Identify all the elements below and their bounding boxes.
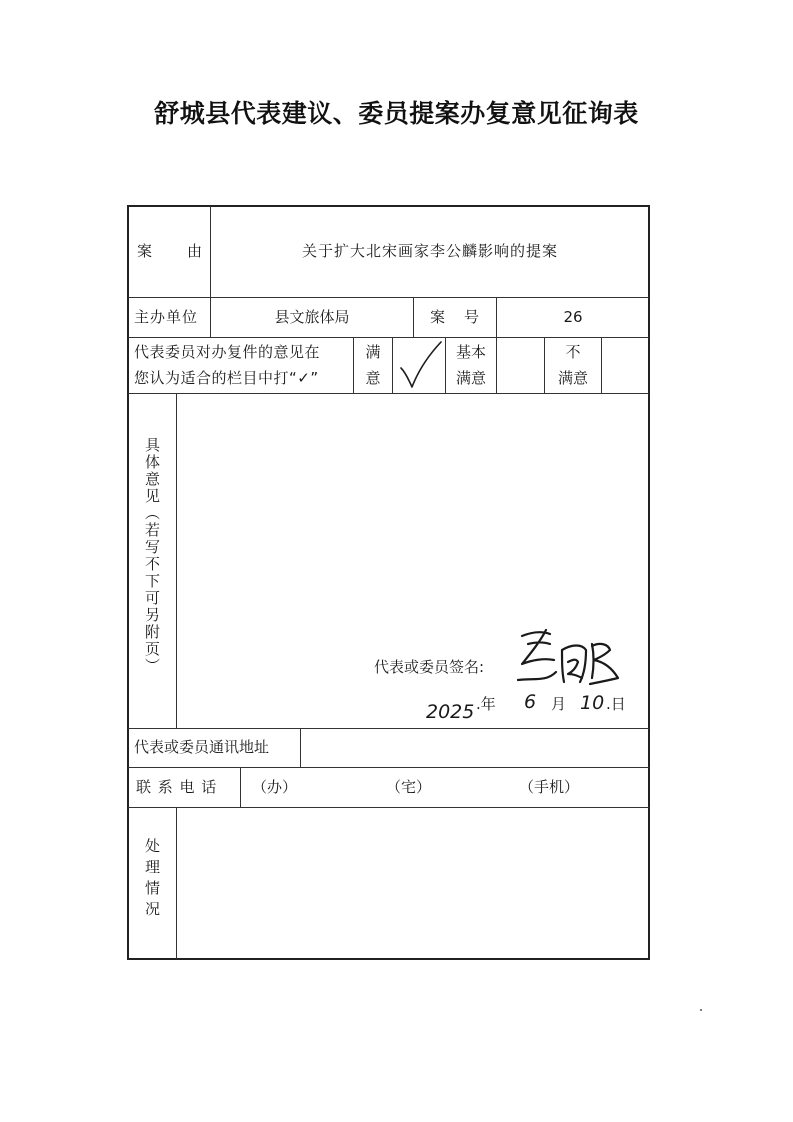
option-unsatisfied-checkbox[interactable] <box>602 338 649 393</box>
option-basic-line2: 满意 <box>455 369 486 387</box>
reason-label-b: 由 <box>187 242 203 260</box>
handling-area[interactable] <box>177 808 649 958</box>
phone-label: 联 系 电 话 <box>136 778 218 796</box>
handling-label: 处理情况 <box>143 838 161 922</box>
handwritten-check-icon <box>393 338 445 393</box>
reason-value: 关于扩大北宋画家李公麟影响的提案 <box>301 242 558 260</box>
opinion-instruction-line1: 代表委员对办复件的意见在 <box>134 343 321 361</box>
reason-label-a: 案 <box>137 242 153 260</box>
signature-image <box>500 622 630 694</box>
case-no-label-b: 号 <box>464 308 480 326</box>
host-unit-label: 主办单位 <box>134 308 199 326</box>
phone-home-label: （宅） <box>386 778 432 796</box>
phone-mobile-label: （手机） <box>519 778 580 796</box>
option-unsatisfied-line1: 不 <box>565 343 581 361</box>
row-divider-reason <box>128 297 649 298</box>
col-divider-host-value <box>413 297 414 338</box>
address-label: 代表或委员通讯地址 <box>134 738 270 756</box>
sign-day: 10 <box>580 692 605 714</box>
form-title: 舒城县代表建议、委员提案办复意见征询表 <box>154 99 639 128</box>
case-no-label-a: 案 <box>430 308 446 326</box>
sign-month-suffix: 月 <box>551 695 567 713</box>
sign-day-suffix: .日 <box>606 695 626 713</box>
option-unsatisfied-line2: 满意 <box>557 369 588 387</box>
details-label: 具体意见（若写不下可另附页） <box>143 437 161 675</box>
option-satisfied-checkbox[interactable] <box>393 338 445 393</box>
sign-year-suffix: .年 <box>476 695 496 713</box>
opinion-instruction-line2: 您认为适合的栏目中打“✓” <box>134 369 319 387</box>
option-satisfied-line2: 意 <box>365 369 381 387</box>
col-divider-phone-label <box>240 767 241 808</box>
phone-office-label: （办） <box>252 778 298 796</box>
option-basic-line1: 基本 <box>455 343 486 361</box>
row-divider-host <box>128 337 649 338</box>
host-unit-value: 县文旅体局 <box>274 308 350 326</box>
option-satisfied-line1: 满 <box>365 343 381 361</box>
option-basic-checkbox[interactable] <box>497 338 544 393</box>
sign-month: 6 <box>524 691 537 713</box>
scan-dot <box>700 1009 702 1011</box>
signature-label: 代表或委员签名: <box>374 658 485 676</box>
case-no-value: 26 <box>563 308 583 326</box>
row-divider-address <box>128 767 649 768</box>
address-field[interactable] <box>301 729 649 767</box>
sign-year: 2025 <box>426 701 475 723</box>
